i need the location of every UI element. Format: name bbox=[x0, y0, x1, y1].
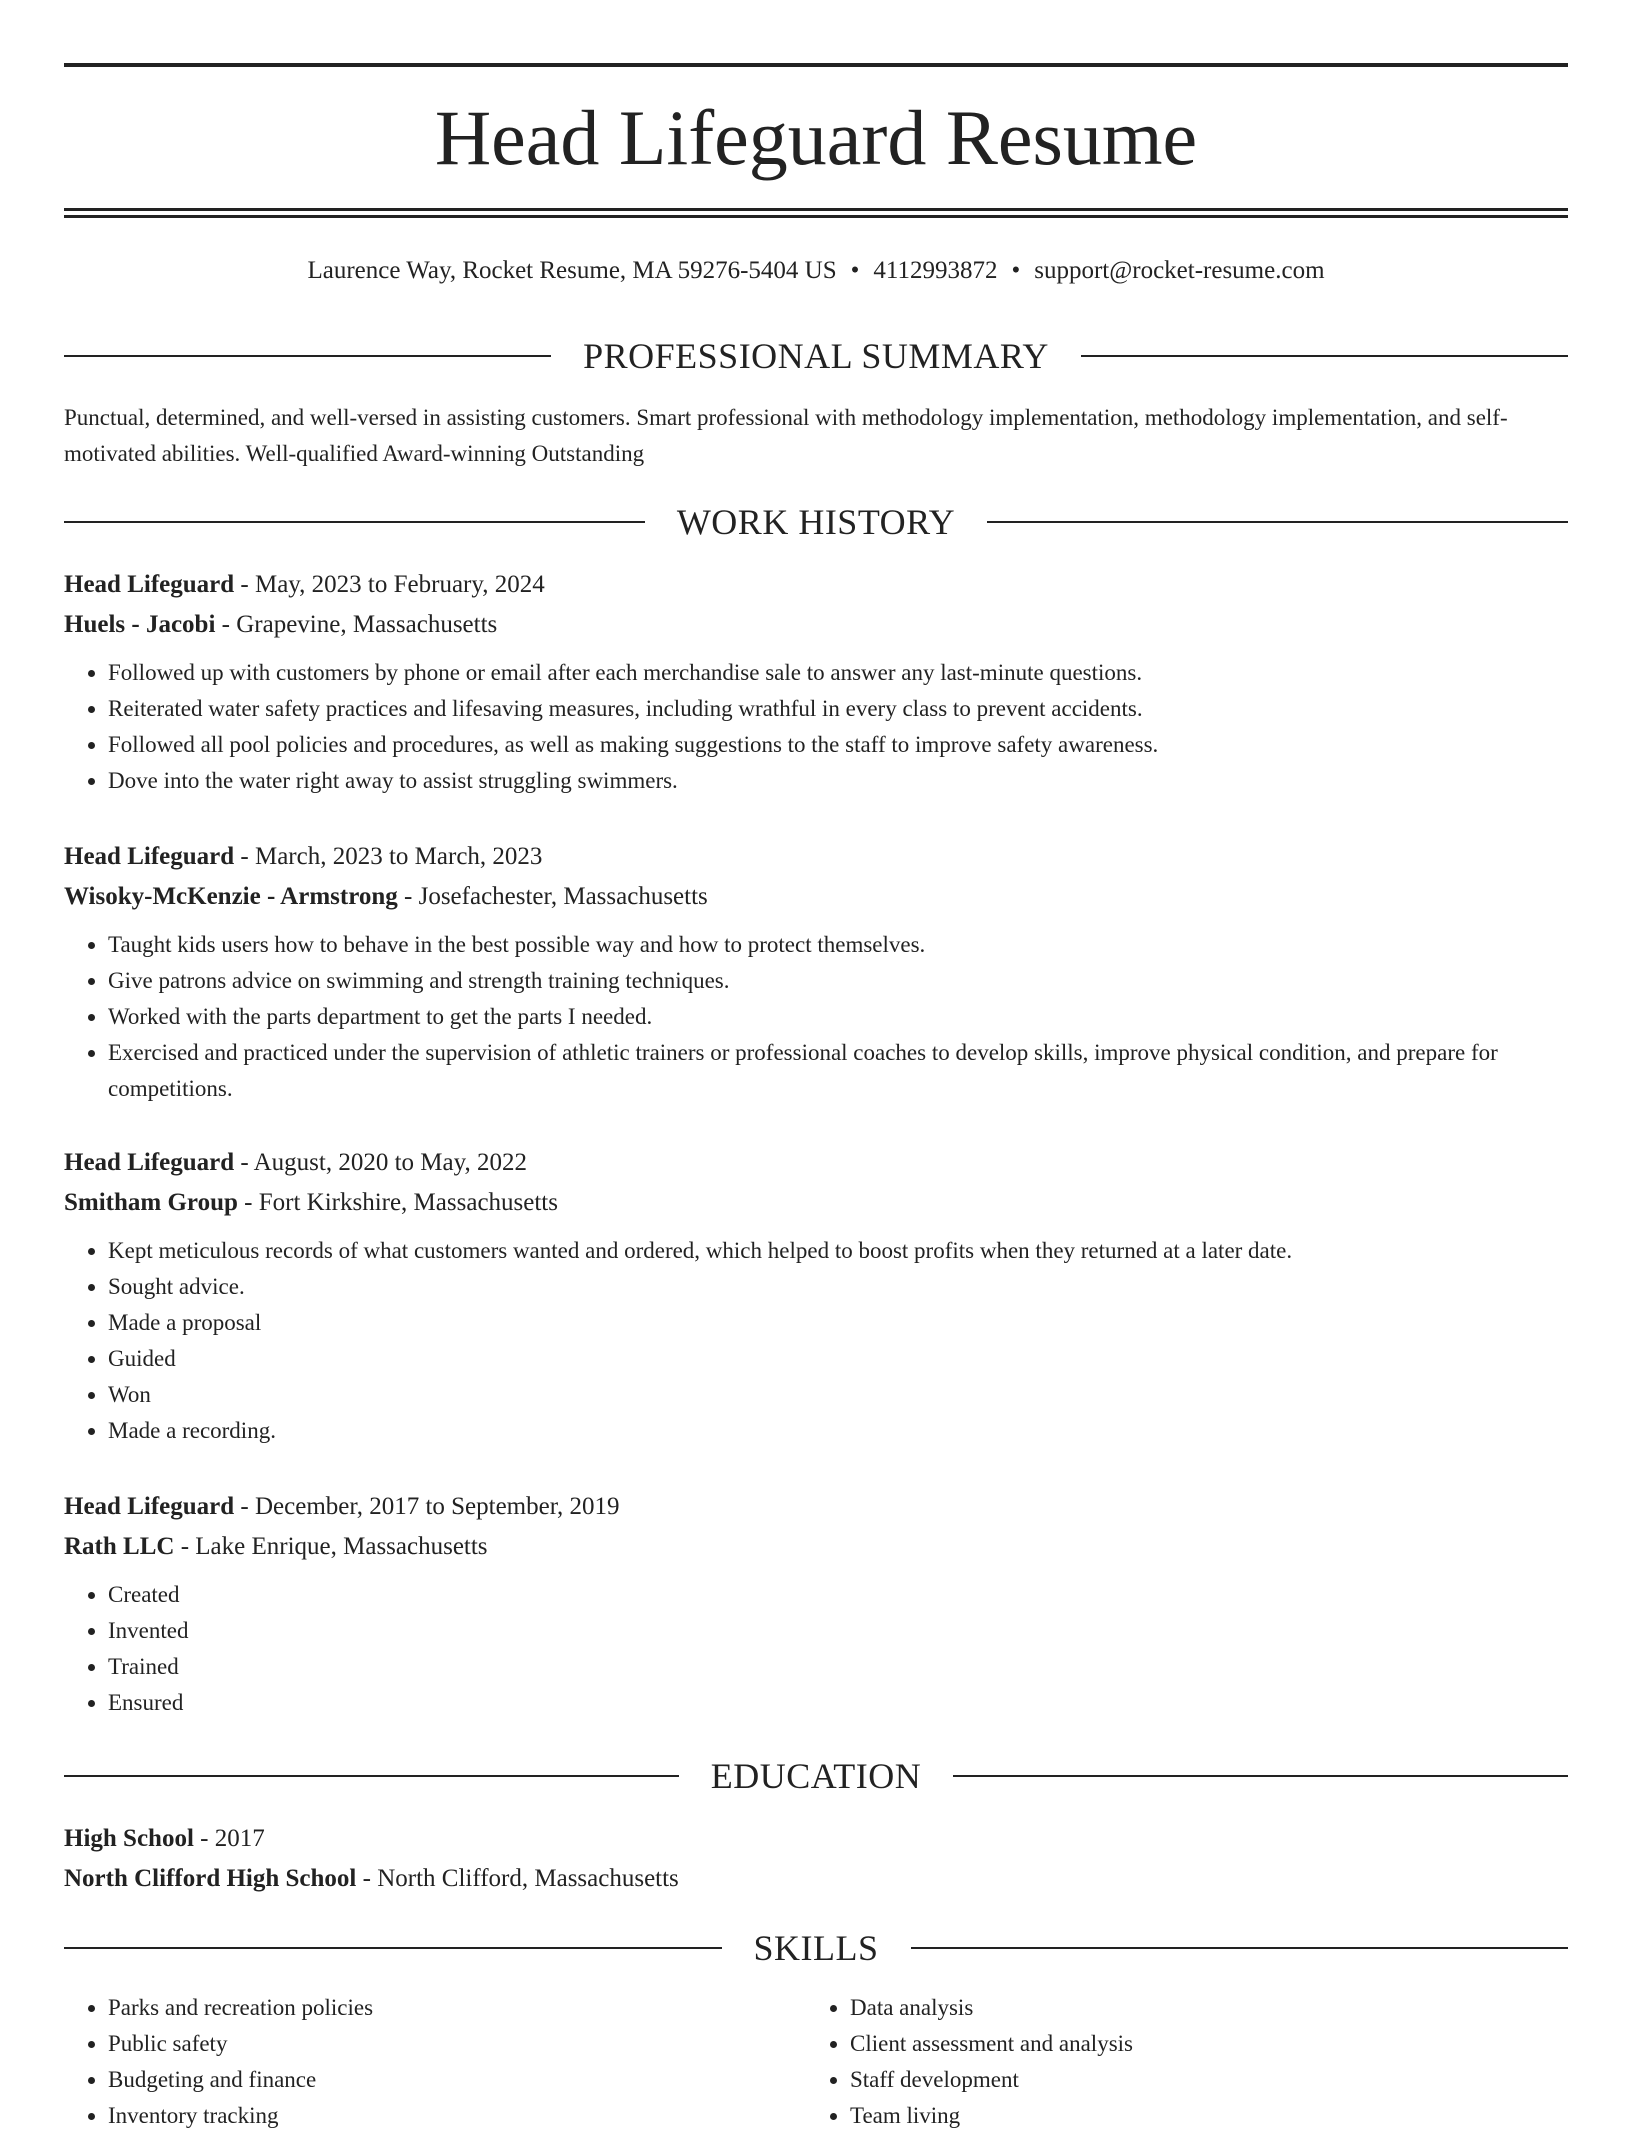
skills-list bbox=[64, 1990, 1568, 2134]
job-dates: - December, 2017 to September, 2019 bbox=[234, 1493, 620, 1520]
job-dates: - August, 2020 to May, 2022 bbox=[234, 1149, 527, 1176]
job-company-line bbox=[64, 1527, 1568, 1567]
job-dates: - March, 2023 to March, 2023 bbox=[234, 843, 543, 870]
job-title: Head Lifeguard bbox=[64, 1149, 235, 1176]
job-bullets bbox=[64, 927, 1568, 1107]
job-bullet: • Kept meticulous records of what customers wanted and ordered, which helped to boost profits when they returned at a later date. bbox=[108, 1233, 1568, 1269]
job-bullet: • Trained bbox=[108, 1649, 1568, 1685]
job-title: Head Lifeguard bbox=[64, 843, 235, 870]
skill-item: • Parks and recreation policies bbox=[108, 1990, 806, 2026]
job-company: Huels - Jacobi bbox=[64, 611, 216, 638]
skill-item: • Staff development bbox=[850, 2062, 1548, 2098]
job-bullet: • Sought advice. bbox=[108, 1269, 1568, 1305]
top-rule bbox=[64, 63, 1568, 67]
education-location: - North Clifford, Massachusetts bbox=[356, 1865, 679, 1892]
contact-line bbox=[64, 254, 1568, 288]
contact-phone: 4112993872 bbox=[873, 257, 998, 284]
job-bullet: • Made a recording. bbox=[108, 1413, 1568, 1449]
job-location: - Lake Enrique, Massachusetts bbox=[174, 1533, 488, 1560]
education-year: - 2017 bbox=[193, 1825, 265, 1852]
summary-heading bbox=[64, 334, 1568, 378]
job-entry bbox=[64, 837, 1568, 1107]
education-heading-label: EDUCATION bbox=[710, 1756, 922, 1796]
title-double-rule-lower bbox=[64, 215, 1568, 218]
job-dates: - May, 2023 to February, 2024 bbox=[234, 571, 545, 598]
title-double-rule-upper bbox=[64, 208, 1568, 211]
job-company: Rath LLC bbox=[64, 1533, 175, 1560]
skills-column-right bbox=[806, 1990, 1548, 2134]
contact-email: support@rocket-resume.com bbox=[1034, 257, 1325, 284]
job-entry bbox=[64, 1487, 1568, 1721]
contact-separator: • bbox=[850, 257, 860, 284]
summary-text: Punctual, determined, and well-versed in assisting customers. Smart professional with methodology implementation, methodology implementation, and self-motivated abilities. Well-qualified Award-winning Outstanding bbox=[64, 405, 1508, 466]
job-location: - Grapevine, Massachusetts bbox=[215, 611, 498, 638]
job-title-line bbox=[64, 1487, 1568, 1527]
work-history-heading-label: WORK HISTORY bbox=[676, 502, 956, 542]
skills-column-left bbox=[64, 1990, 806, 2134]
job-company: Wisoky-McKenzie - Armstrong bbox=[64, 883, 398, 910]
education-degree: High School bbox=[64, 1825, 194, 1852]
job-bullet: • Dove into the water right away to assist struggling swimmers. bbox=[108, 763, 1568, 799]
heading-rule-left bbox=[64, 1775, 679, 1777]
heading-rule-left bbox=[64, 521, 645, 523]
job-bullet: • Won bbox=[108, 1377, 1568, 1413]
heading-rule-right bbox=[911, 1947, 1569, 1949]
job-bullets bbox=[64, 1233, 1568, 1449]
job-company: Smitham Group bbox=[64, 1189, 238, 1216]
education-school-line bbox=[64, 1859, 1568, 1899]
job-bullet: • Taught kids users how to behave in the best possible way and how to protect themselves. bbox=[108, 927, 1568, 963]
job-bullet: • Worked with the parts department to get the parts I needed. bbox=[108, 999, 1568, 1035]
skill-item: • Team living bbox=[850, 2098, 1548, 2134]
job-title-line bbox=[64, 1143, 1568, 1183]
job-bullet: • Ensured bbox=[108, 1685, 1568, 1721]
job-bullet: • Invented bbox=[108, 1613, 1568, 1649]
job-company-line bbox=[64, 1183, 1568, 1223]
skills-heading-label: SKILLS bbox=[753, 1928, 879, 1968]
job-bullet: • Exercised and practiced under the supervision of athletic trainers or professional coaches to develop skills, improve physical condition, and prepare for competitions. bbox=[108, 1035, 1568, 1107]
job-title: Head Lifeguard bbox=[64, 1493, 235, 1520]
skill-item: • Public safety bbox=[108, 2026, 806, 2062]
job-bullet: • Give patrons advice on swimming and strength training techniques. bbox=[108, 963, 1568, 999]
job-location: - Fort Kirkshire, Massachusetts bbox=[237, 1189, 558, 1216]
heading-rule-right bbox=[1081, 355, 1568, 357]
job-title-line bbox=[64, 837, 1568, 877]
job-entry bbox=[64, 1143, 1568, 1449]
job-bullets bbox=[64, 655, 1568, 799]
job-title-line bbox=[64, 565, 1568, 605]
job-entry bbox=[64, 565, 1568, 799]
education-entry bbox=[64, 1819, 1568, 1899]
job-company-line bbox=[64, 877, 1568, 917]
skill-item: • Budgeting and finance bbox=[108, 2062, 806, 2098]
contact-separator: • bbox=[1011, 257, 1021, 284]
education-school: North Clifford High School bbox=[64, 1865, 357, 1892]
education-heading bbox=[64, 1754, 1568, 1798]
heading-rule-right bbox=[953, 1775, 1568, 1777]
heading-rule-right bbox=[987, 521, 1568, 523]
summary-heading-label: PROFESSIONAL SUMMARY bbox=[583, 336, 1049, 376]
work-history-heading bbox=[64, 500, 1568, 544]
job-bullet: • Made a proposal bbox=[108, 1305, 1568, 1341]
job-bullet: • Reiterated water safety practices and lifesaving measures, including wrathful in every class to prevent accidents. bbox=[108, 691, 1568, 727]
resume-title: Head Lifeguard Resume bbox=[434, 94, 1198, 181]
job-bullets bbox=[64, 1577, 1568, 1721]
heading-rule-left bbox=[64, 355, 551, 357]
skill-item: • Inventory tracking bbox=[108, 2098, 806, 2134]
job-bullet: • Guided bbox=[108, 1341, 1568, 1377]
job-bullet: • Created bbox=[108, 1577, 1568, 1613]
job-bullet: • Followed up with customers by phone or email after each merchandise sale to answer any last-minute questions. bbox=[108, 655, 1568, 691]
education-degree-line bbox=[64, 1819, 1568, 1859]
contact-address: Laurence Way, Rocket Resume, MA 59276-5404 US bbox=[307, 257, 837, 284]
job-location: - Josefachester, Massachusetts bbox=[397, 883, 708, 910]
job-title: Head Lifeguard bbox=[64, 571, 235, 598]
skill-item: • Client assessment and analysis bbox=[850, 2026, 1548, 2062]
skills-heading bbox=[64, 1926, 1568, 1970]
heading-rule-left bbox=[64, 1947, 722, 1949]
job-bullet: • Followed all pool policies and procedures, as well as making suggestions to the staff to improve safety awareness. bbox=[108, 727, 1568, 763]
skill-item: • Data analysis bbox=[850, 1990, 1548, 2026]
job-company-line bbox=[64, 605, 1568, 645]
